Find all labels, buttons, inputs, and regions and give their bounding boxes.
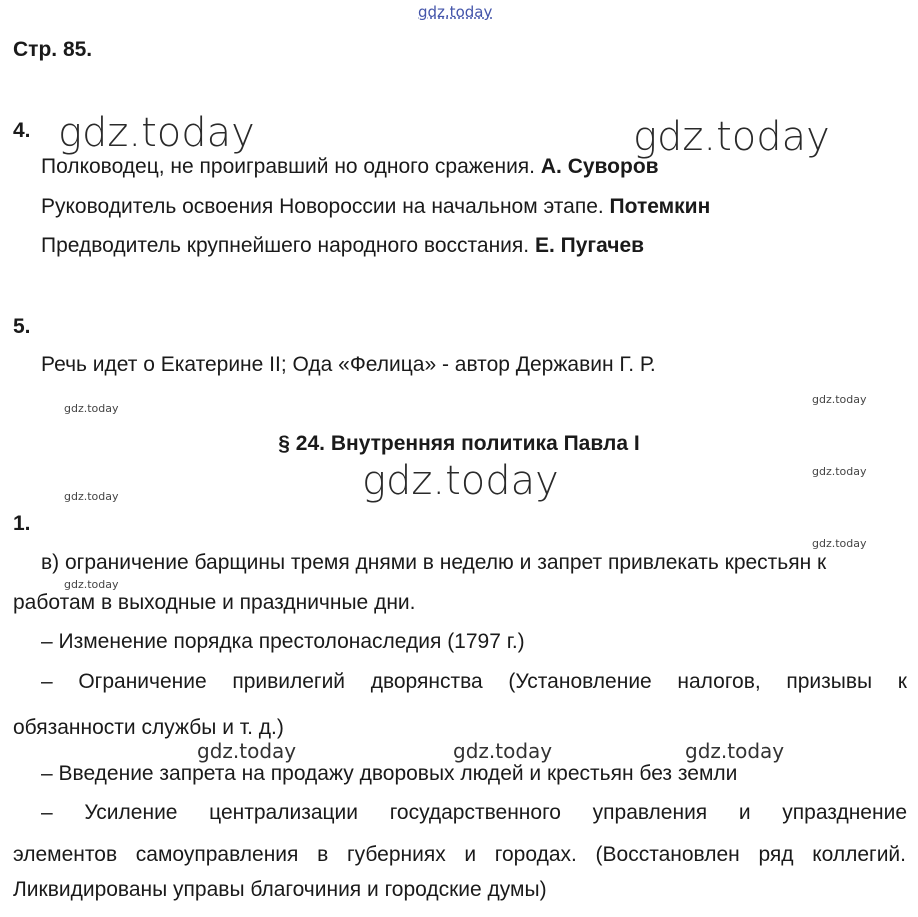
watermark-small: gdz.today	[812, 537, 867, 550]
answer-text: работам в выходные и праздничные дни.	[13, 591, 416, 614]
list-item-continuation: элементов самоуправления в губерниях и городах. (Восстановлен ряд коллегий.	[13, 843, 906, 866]
watermark-small: gdz.today	[64, 402, 119, 415]
watermark-top-link[interactable]: gdz.today	[418, 3, 493, 21]
watermark-medium: gdz.today	[197, 739, 297, 763]
answer-value: Потемкин	[609, 195, 711, 218]
question-number: 5.	[13, 315, 31, 338]
watermark-medium: gdz.today	[685, 739, 785, 763]
question-number: 1.	[13, 512, 31, 535]
answer-question: Руководитель освоения Новороссии на начальном этапе.	[41, 195, 610, 218]
answer-question: Предводитель крупнейшего народного восстания.	[41, 234, 535, 257]
list-item: – Ограничение привилегий дворянства (Установление налогов, призывы к	[41, 670, 907, 693]
answer-text: Речь идет о Екатерине II; Ода «Фелица» - автор Державин Г. Р.	[41, 353, 656, 376]
watermark-small: gdz.today	[64, 578, 119, 591]
answer-text: в) ограничение барщины тремя днями в неделю и запрет привлекать крестьян к	[41, 551, 827, 574]
answer-line	[41, 195, 710, 219]
list-item-continuation: обязанности службы и т. д.)	[13, 716, 284, 739]
watermark-small: gdz.today	[812, 393, 867, 406]
watermark-large: gdz.today	[633, 114, 830, 160]
answer-value: А. Суворов	[540, 155, 659, 178]
watermark-small: gdz.today	[64, 490, 119, 503]
answer-line	[41, 155, 659, 179]
answer-question: Полководец, не проигравший но одного сражения.	[41, 155, 541, 178]
list-item: – Изменение порядка престолонаследия (1797 г.)	[41, 630, 525, 653]
watermark-medium: gdz.today	[453, 739, 553, 763]
question-number: 4.	[13, 119, 31, 142]
page-title: Стр. 85.	[13, 38, 93, 61]
watermark-large: gdz.today	[362, 458, 559, 504]
answer-line	[41, 234, 644, 258]
list-item: – Введение запрета на продажу дворовых людей и крестьян без земли	[41, 762, 738, 785]
answer-value: Е. Пугачев	[534, 234, 645, 257]
watermark-small: gdz.today	[812, 465, 867, 478]
list-item: – Усиление централизации государственного управления и упразднение	[41, 801, 907, 824]
section-heading: § 24. Внутренняя политика Павла I	[278, 432, 640, 455]
list-item-continuation: Ликвидированы управы благочиния и городские думы)	[13, 878, 547, 901]
watermark-large: gdz.today	[58, 110, 255, 156]
